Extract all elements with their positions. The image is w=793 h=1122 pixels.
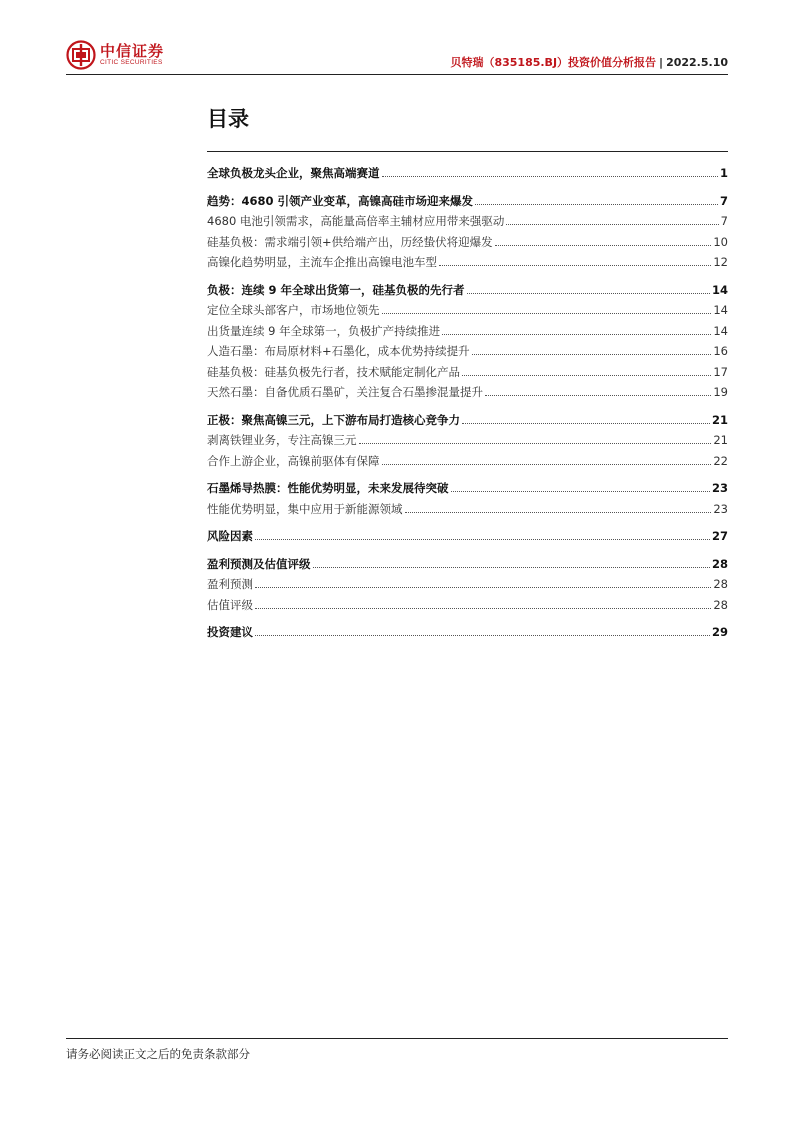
toc-entry-subsection[interactable] <box>207 234 728 255</box>
toc-dot-leader <box>462 375 711 376</box>
toc-entry-page: 1 <box>719 166 728 180</box>
toc-dot-leader <box>442 334 711 335</box>
citic-logo-icon <box>66 40 96 70</box>
toc-dot-leader <box>255 608 711 609</box>
toc-entry-page: 28 <box>713 577 728 591</box>
logo-cn-text: 中信证券 <box>100 42 165 60</box>
toc-entry-label: 石墨烯导热膜：性能优势明显，未来发展待突破 <box>207 481 449 495</box>
toc-entry-label: 人造石墨：布局原材料+石墨化，成本优势持续提升 <box>207 344 470 358</box>
toc-entry-page: 14 <box>713 303 728 317</box>
toc-entry-page: 23 <box>711 481 728 495</box>
toc-entry-page: 14 <box>711 282 728 297</box>
toc-dot-leader <box>255 635 710 636</box>
page-header <box>66 36 728 74</box>
toc-entry-label: 出货量连续 9 年全球第一，负极扩产持续推进 <box>207 323 441 338</box>
toc-entry-label: 硅基负极：需求端引领+供给端产出，历经蛰伏将迎爆发 <box>207 234 493 249</box>
toc-entry-label: 估值评级 <box>207 597 253 612</box>
toc-entry-subsection[interactable] <box>207 432 728 453</box>
toc-entry-page: 10 <box>713 234 728 249</box>
toc-dot-leader <box>467 293 710 294</box>
toc-entry-label: 负极：连续 9 年全球出货第一，硅基负极的先行者 <box>207 282 465 297</box>
toc-dot-leader <box>255 539 710 540</box>
toc-entry-label: 投资建议 <box>207 625 253 639</box>
header-separator: | <box>659 56 664 69</box>
toc-entry-label: 合作上游企业，高镍前驱体有保障 <box>207 453 380 468</box>
toc-dot-leader <box>472 354 712 355</box>
toc-dot-leader <box>462 423 710 424</box>
toc-entry-page: 7 <box>720 214 728 228</box>
toc-dot-leader <box>382 464 712 465</box>
toc-entry-label: 盈利预测及估值评级 <box>207 556 311 571</box>
toc-entry-subsection[interactable] <box>207 364 728 385</box>
toc-entry-label: 性能优势明显，集中应用于新能源领域 <box>207 501 403 516</box>
toc-entry-section[interactable] <box>207 556 728 577</box>
toc-entry-page: 14 <box>713 323 728 338</box>
toc-entry-page: 28 <box>711 556 728 571</box>
toc-entry-subsection[interactable] <box>207 302 728 323</box>
footer-disclaimer: 请务必阅读正文之后的免责条款部分 <box>66 1047 250 1061</box>
toc-dot-leader <box>506 224 718 225</box>
toc-entry-section[interactable] <box>207 193 728 214</box>
toc-entry-section[interactable] <box>207 528 728 549</box>
header-report-info <box>450 54 728 70</box>
toc-entry-section[interactable] <box>207 282 728 303</box>
toc-entry-label: 全球负极龙头企业，聚焦高端赛道 <box>207 166 380 180</box>
header-divider <box>66 74 728 75</box>
toc-dot-leader <box>382 176 718 177</box>
logo-en-text: CITIC SECURITIES <box>100 59 163 66</box>
toc-entry-label: 高镍化趋势明显，主流车企推出高镍电池车型 <box>207 255 437 269</box>
toc-dot-leader <box>495 245 712 246</box>
toc-entry-label: 趋势：4680 引领产业变革，高镍高硅市场迎来爆发 <box>207 193 474 208</box>
toc-dot-leader <box>313 567 710 568</box>
toc-entry-page: 19 <box>713 385 728 399</box>
toc-title-divider <box>207 151 728 152</box>
toc-dot-leader <box>359 443 712 444</box>
toc-entry-subsection[interactable] <box>207 453 728 474</box>
toc-entry-subsection[interactable] <box>207 323 728 344</box>
toc-entry-page: 22 <box>713 453 728 468</box>
toc-entry-label: 硅基负极：硅基负极先行者，技术赋能定制化产品 <box>207 364 460 379</box>
toc-entry-page: 12 <box>713 255 728 269</box>
toc-entry-subsection[interactable] <box>207 343 728 364</box>
toc-entry-page: 23 <box>713 501 728 516</box>
toc-dot-leader <box>485 395 711 396</box>
toc-dot-leader <box>475 204 718 205</box>
toc-dot-leader <box>405 512 712 513</box>
toc-entry-subsection[interactable] <box>207 597 728 618</box>
toc-entry-label: 剥离铁锂业务，专注高镍三元 <box>207 433 357 447</box>
toc-entry-page: 21 <box>713 433 728 447</box>
toc-entry-subsection[interactable] <box>207 213 728 234</box>
toc-entry-section[interactable] <box>207 624 728 645</box>
toc-entry-subsection[interactable] <box>207 254 728 275</box>
toc-entry-subsection[interactable] <box>207 384 728 405</box>
footer-divider <box>66 1038 728 1039</box>
toc-entry-subsection[interactable] <box>207 501 728 522</box>
toc-entry-page: 17 <box>713 364 728 379</box>
toc-entry-label: 定位全球头部客户，市场地位领先 <box>207 303 380 317</box>
toc-entry-page: 7 <box>719 193 728 208</box>
toc-entry-section[interactable] <box>207 480 728 501</box>
toc-entry-page: 21 <box>711 412 728 427</box>
toc-entry-label: 盈利预测 <box>207 577 253 591</box>
toc-entry-section[interactable] <box>207 412 728 433</box>
toc-entry-page: 29 <box>711 625 728 639</box>
toc-entry-page: 28 <box>713 597 728 612</box>
report-title: 贝特瑞（835185.BJ）投资价值分析报告 <box>450 56 657 69</box>
toc-entry-label: 风险因素 <box>207 529 253 543</box>
toc-entry-page: 16 <box>713 344 728 358</box>
toc-entry-label: 正极：聚焦高镍三元，上下游布局打造核心竞争力 <box>207 412 460 427</box>
citic-logo <box>66 40 164 70</box>
toc-dot-leader <box>451 491 710 492</box>
toc-entry-section[interactable] <box>207 165 728 186</box>
toc-entry-label: 天然石墨：自备优质石墨矿，关注复合石墨掺混量提升 <box>207 385 483 399</box>
toc-title: 目录 <box>207 107 249 131</box>
table-of-contents <box>207 165 728 645</box>
toc-entry-page: 27 <box>711 529 728 543</box>
toc-entry-label: 4680 电池引领需求，高能量高倍率主辅材应用带来强驱动 <box>207 214 505 228</box>
toc-dot-leader <box>255 587 711 588</box>
report-date: 2022.5.10 <box>666 56 728 69</box>
toc-dot-leader <box>439 265 711 266</box>
toc-dot-leader <box>382 313 712 314</box>
toc-entry-subsection[interactable] <box>207 576 728 597</box>
